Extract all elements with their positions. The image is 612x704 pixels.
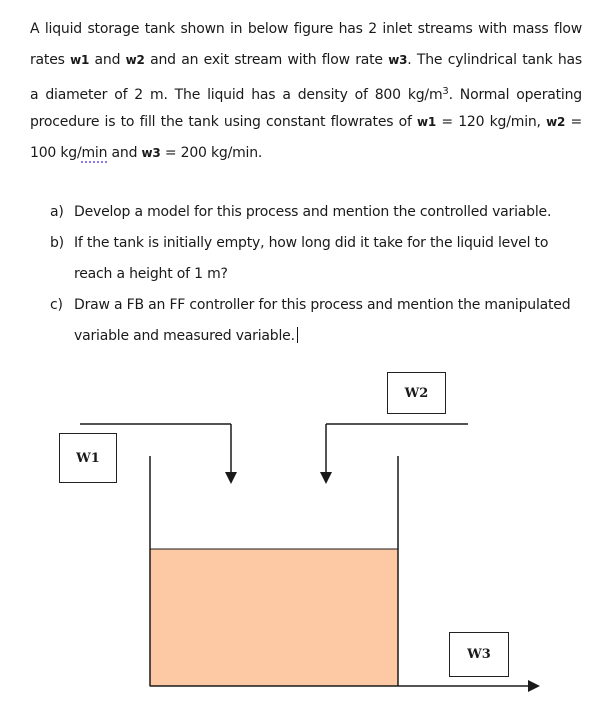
w1-symbol: w1 (70, 53, 90, 67)
w1-label-box: W1 (59, 433, 117, 483)
liquid-fill (150, 549, 398, 686)
problem-line-2: rates w1 and w2 and an exit stream with flow rate w3. The cylindrical tank has (30, 52, 582, 68)
question-c-cont: variable and measured variable. (50, 326, 298, 346)
problem-line-5: 100 kg/min and w3 = 200 kg/min. (30, 145, 263, 161)
question-b: b) If the tank is initially empty, how long did it take for the liquid level to (50, 235, 549, 251)
problem-line-3: a diameter of 2 m. The liquid has a density of 800 $kg/m^3$. Normal operating (30, 86, 582, 103)
question-a: a) Develop a model for this process and mention the controlled variable. (50, 204, 552, 220)
w3-label-box: W3 (449, 632, 509, 677)
w3-symbol-2: w3 (141, 146, 161, 160)
w2-label-box: W2 (387, 372, 446, 414)
spellcheck-underline[interactable]: min (81, 145, 108, 161)
problem-line-1: A liquid storage tank shown in below figure has 2 inlet streams with mass flow (30, 21, 582, 37)
question-b-cont: reach a height of 1 m? (74, 266, 228, 282)
w3-symbol: w3 (388, 53, 408, 67)
question-c: c) Draw a FB an FF controller for this process and mention the manipulated (50, 297, 571, 313)
w1-symbol-2: w1 (417, 115, 437, 129)
problem-line-4: procedure is to fill the tank using constant flowrates of w1 = 120 kg/min, w2 = (30, 114, 583, 130)
w2-symbol-2: w2 (546, 115, 566, 129)
w2-symbol: w2 (125, 53, 145, 67)
